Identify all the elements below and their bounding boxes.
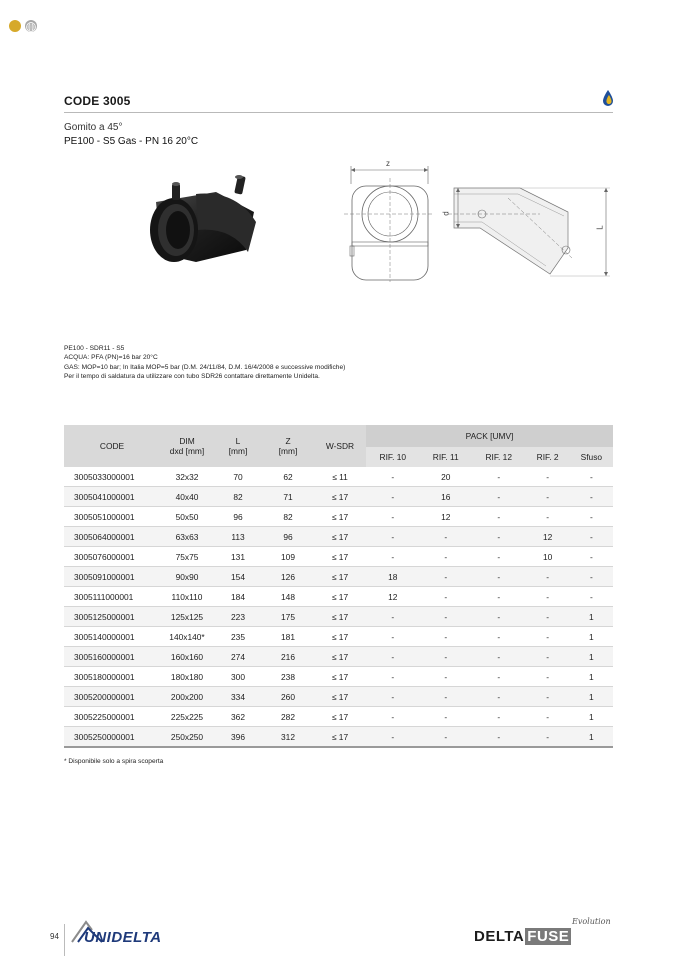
- table-cell: 1: [570, 647, 613, 667]
- table-cell: 18: [366, 567, 420, 587]
- col-header-rif2: RIF. 2: [526, 447, 570, 467]
- table-cell: 334: [214, 687, 262, 707]
- table-cell: ≤ 17: [314, 547, 366, 567]
- table-cell: 312: [262, 727, 314, 748]
- table-row: [64, 527, 613, 547]
- table-cell: -: [472, 727, 526, 748]
- table-cell: -: [420, 667, 472, 687]
- table-cell: -: [472, 587, 526, 607]
- table-cell: -: [420, 607, 472, 627]
- table-row: [64, 727, 613, 748]
- col-header-sfuso: Sfuso: [570, 447, 613, 467]
- table-cell: -: [366, 647, 420, 667]
- col-header-code: CODE: [64, 425, 160, 467]
- col-header-rif11: RIF. 11: [420, 447, 472, 467]
- table-cell: 1: [570, 707, 613, 727]
- table-cell: -: [526, 607, 570, 627]
- table-cell: 260: [262, 687, 314, 707]
- table-cell: -: [526, 467, 570, 487]
- table-cell: ≤ 17: [314, 647, 366, 667]
- table-cell: -: [366, 667, 420, 687]
- table-cell: -: [472, 667, 526, 687]
- table-cell: -: [472, 527, 526, 547]
- note-line: GAS: MOP=10 bar; In Italia MOP=5 bar (D.M. 24/11/84, D.M. 16/4/2008 e successive modifiche): [64, 363, 346, 371]
- table-cell: 250x250: [160, 727, 214, 748]
- table-cell: -: [420, 547, 472, 567]
- table-cell: 82: [262, 507, 314, 527]
- table-cell: 3005125000001: [64, 607, 160, 627]
- table-cell: 3005111000001: [64, 587, 160, 607]
- table-cell: ≤ 17: [314, 607, 366, 627]
- table-row: [64, 547, 613, 567]
- product-spec: PE100 - S5 Gas - PN 16 20°C: [64, 136, 199, 147]
- table-cell: 71: [262, 487, 314, 507]
- table-cell: -: [420, 527, 472, 547]
- table-cell: 3005033000001: [64, 467, 160, 487]
- table-cell: -: [570, 467, 613, 487]
- table-row: [64, 467, 613, 487]
- table-cell: -: [366, 607, 420, 627]
- table-cell: 1: [570, 727, 613, 748]
- table-cell: 10: [526, 547, 570, 567]
- table-row: [64, 607, 613, 627]
- dimension-d-label: d: [441, 211, 451, 216]
- table-cell: 181: [262, 627, 314, 647]
- table-cell: -: [420, 687, 472, 707]
- note-line: ACQUA: PFA (PN)=16 bar 20°C: [64, 354, 158, 362]
- table-cell: 12: [420, 507, 472, 527]
- table-cell: -: [420, 587, 472, 607]
- table-cell: 3005051000001: [64, 507, 160, 527]
- table-cell: 12: [526, 527, 570, 547]
- col-header-dim: DIM dxd [mm]: [160, 425, 214, 467]
- table-cell: ≤ 17: [314, 627, 366, 647]
- product-name: Gomito a 45°: [64, 122, 123, 133]
- col-header-l: L [mm]: [214, 425, 262, 467]
- table-cell: -: [570, 587, 613, 607]
- table-cell: 113: [214, 527, 262, 547]
- table-cell: 235: [214, 627, 262, 647]
- col-header-wsdr: W-SDR: [314, 425, 366, 467]
- table-cell: ≤ 11: [314, 467, 366, 487]
- table-cell: 223: [214, 607, 262, 627]
- col-header-pack: PACK [UMV]: [366, 425, 613, 447]
- table-cell: -: [472, 467, 526, 487]
- brand-deltafuse: DELTA FUSE: [474, 928, 570, 945]
- table-cell: 148: [262, 587, 314, 607]
- table-cell: -: [472, 487, 526, 507]
- table-cell: ≤ 17: [314, 707, 366, 727]
- table-cell: 3005076000001: [64, 547, 160, 567]
- table-cell: 125x125: [160, 607, 214, 627]
- table-cell: -: [526, 567, 570, 587]
- note-line: Per il tempo di saldatura da utilizzare con tubo SDR26 contattare direttamente Unidelta.: [64, 373, 320, 381]
- table-cell: -: [472, 647, 526, 667]
- header-rule: [64, 112, 613, 113]
- table-cell: -: [366, 527, 420, 547]
- table-cell: -: [526, 727, 570, 748]
- table-cell: 75x75: [160, 547, 214, 567]
- table-cell: -: [366, 547, 420, 567]
- table-cell: 90x90: [160, 567, 214, 587]
- table-cell: -: [420, 647, 472, 667]
- brand-unidelta: UNIDELTA: [84, 929, 162, 946]
- table-cell: 3005041000001: [64, 487, 160, 507]
- table-cell: 50x50: [160, 507, 214, 527]
- table-cell: ≤ 17: [314, 567, 366, 587]
- table-cell: 200x200: [160, 687, 214, 707]
- table-cell: 300: [214, 667, 262, 687]
- table-cell: -: [366, 507, 420, 527]
- table-cell: 1: [570, 667, 613, 687]
- table-cell: ≤ 17: [314, 587, 366, 607]
- table-cell: 109: [262, 547, 314, 567]
- table-cell: -: [472, 567, 526, 587]
- table-cell: -: [366, 727, 420, 748]
- table-cell: -: [570, 507, 613, 527]
- table-cell: -: [570, 487, 613, 507]
- table-cell: 20: [420, 467, 472, 487]
- table-cell: 180x180: [160, 667, 214, 687]
- table-cell: 82: [214, 487, 262, 507]
- table-cell: 3005091000001: [64, 567, 160, 587]
- table-cell: -: [366, 467, 420, 487]
- table-cell: ≤ 17: [314, 507, 366, 527]
- table-cell: 1: [570, 687, 613, 707]
- table-cell: ≤ 17: [314, 727, 366, 748]
- table-cell: ≤ 17: [314, 527, 366, 547]
- footnote: * Disponibile solo a spira scoperta: [64, 758, 164, 765]
- table-cell: -: [472, 687, 526, 707]
- table-cell: -: [526, 627, 570, 647]
- table-row: [64, 647, 613, 667]
- table-cell: -: [366, 487, 420, 507]
- brand-tagline: Evolution: [572, 917, 611, 926]
- table-cell: 63x63: [160, 527, 214, 547]
- product-table: [64, 425, 613, 748]
- table-cell: -: [472, 607, 526, 627]
- table-cell: -: [526, 507, 570, 527]
- col-header-rif10: RIF. 10: [366, 447, 420, 467]
- table-row: [64, 667, 613, 687]
- table-cell: -: [366, 687, 420, 707]
- table-cell: 282: [262, 707, 314, 727]
- table-cell: -: [526, 667, 570, 687]
- elbow-fitting-photo: [136, 172, 266, 272]
- table-cell: 1: [570, 627, 613, 647]
- table-cell: 16: [420, 487, 472, 507]
- table-cell: -: [420, 707, 472, 727]
- table-cell: 154: [214, 567, 262, 587]
- table-cell: 362: [214, 707, 262, 727]
- globe-icon: [25, 20, 37, 32]
- technical-drawing: [340, 158, 620, 288]
- table-cell: 3005160000001: [64, 647, 160, 667]
- page-title: CODE 3005: [64, 94, 131, 108]
- table-cell: ≤ 17: [314, 487, 366, 507]
- table-cell: 3005200000001: [64, 687, 160, 707]
- table-cell: -: [526, 707, 570, 727]
- table-cell: 3005250000001: [64, 727, 160, 748]
- table-cell: -: [366, 627, 420, 647]
- table-cell: 3005225000001: [64, 707, 160, 727]
- table-row: [64, 587, 613, 607]
- table-cell: 396: [214, 727, 262, 748]
- table-cell: 131: [214, 547, 262, 567]
- table-cell: -: [420, 567, 472, 587]
- table-cell: -: [420, 627, 472, 647]
- table-cell: -: [526, 647, 570, 667]
- table-cell: -: [472, 627, 526, 647]
- table-cell: 225x225: [160, 707, 214, 727]
- table-cell: -: [526, 687, 570, 707]
- table-cell: 274: [214, 647, 262, 667]
- table-row: [64, 707, 613, 727]
- table-cell: -: [570, 547, 613, 567]
- table-cell: 1: [570, 607, 613, 627]
- table-cell: -: [420, 727, 472, 748]
- table-cell: -: [526, 487, 570, 507]
- table-cell: 238: [262, 667, 314, 687]
- table-cell: 12: [366, 587, 420, 607]
- table-cell: 184: [214, 587, 262, 607]
- table-cell: 3005140000001: [64, 627, 160, 647]
- dimension-l-label: L: [595, 225, 605, 230]
- technical-notes: [64, 344, 345, 382]
- table-row: [64, 687, 613, 707]
- footer-divider: [64, 924, 65, 956]
- col-header-rif12: RIF. 12: [472, 447, 526, 467]
- table-cell: ≤ 17: [314, 667, 366, 687]
- gold-dot-icon: [9, 20, 21, 32]
- table-row: [64, 627, 613, 647]
- table-cell: -: [366, 707, 420, 727]
- table-cell: -: [570, 527, 613, 547]
- note-line: PE100 - SDR11 - S5: [64, 345, 125, 352]
- table-cell: -: [570, 567, 613, 587]
- table-cell: 126: [262, 567, 314, 587]
- table-cell: -: [526, 587, 570, 607]
- table-cell: -: [472, 507, 526, 527]
- table-row: [64, 507, 613, 527]
- table-cell: 216: [262, 647, 314, 667]
- table-cell: -: [472, 707, 526, 727]
- table-cell: 140x140*: [160, 627, 214, 647]
- table-cell: ≤ 17: [314, 687, 366, 707]
- table-cell: 70: [214, 467, 262, 487]
- table-cell: 3005064000001: [64, 527, 160, 547]
- table-cell: 96: [214, 507, 262, 527]
- table-cell: 62: [262, 467, 314, 487]
- table-cell: 3005180000001: [64, 667, 160, 687]
- table-row: [64, 487, 613, 507]
- table-cell: 110x110: [160, 587, 214, 607]
- table-cell: 96: [262, 527, 314, 547]
- table-cell: -: [472, 547, 526, 567]
- dimension-z-label: z: [386, 159, 390, 168]
- col-header-z: Z [mm]: [262, 425, 314, 467]
- table-cell: 160x160: [160, 647, 214, 667]
- table-cell: 40x40: [160, 487, 214, 507]
- table-cell: 32x32: [160, 467, 214, 487]
- water-gas-drop-icon: [602, 89, 614, 107]
- page-number: 94: [50, 932, 59, 941]
- table-cell: 175: [262, 607, 314, 627]
- table-row: [64, 567, 613, 587]
